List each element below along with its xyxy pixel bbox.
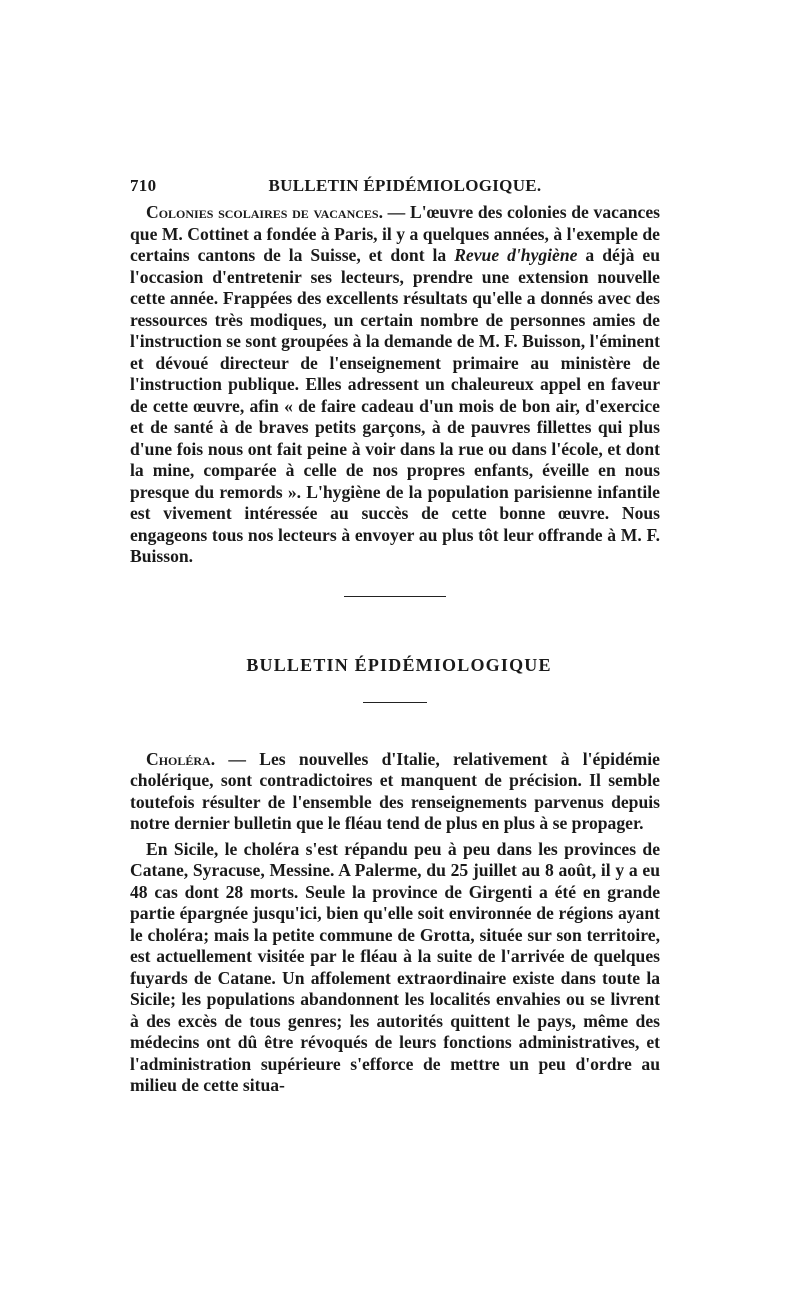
- cholera-lead: Choléra.: [146, 748, 216, 769]
- section-divider-rule: [344, 596, 446, 597]
- cholera-paragraph-2: En Sicile, le choléra s'est répandu peu à peu dans les provinces de Catane, Syracuse, Messine. A Palerme, du 25 juillet au 8 août, il y a eu 48 cas dont 28 morts. Seule la province de Girgenti a été en grande partie épargnée jusqu'ici, bien qu'elle soit environnée de régions ayant le choléra; mais la petite commune de Grotta, située sur son territoire, est actuellement visitée par le fléau à la suite de l'arrivée de quelques fuyards de Catane. Un affolement extraordinaire existe dans toute la Sicile; les populations abandonnent les localités envahies ou se livrent à des excès de tous genres; les autorités quittent le pays, même des médecins ont dû être révoqués de leurs fonctions administratives, et l'administration supérieure s'efforce de mettre un peu d'ordre au milieu de cette situa-: [130, 838, 660, 1095]
- cholera-paragraph-1: [130, 749, 660, 835]
- colonies-paragraph: [130, 202, 660, 568]
- cholera-text-1: — Les nouvelles d'Italie, relativement à l'épidémie cholérique, sont contradictoires et manquent de précision. Il semble toutefois résulter de l'ensemble des renseignements parvenus depuis notre dernier bulletin que le fléau tend de plus en plus à se propager.: [130, 748, 660, 833]
- colonies-text-part-2: a déjà eu l'occasion d'entretenir ses lecteurs, prendre une extension nouvelle cette année. Frappées des excellents résultats qu'elle a donnés avec des ressources très modiques, un certain nombre de personnes amies de l'instruction se sont groupées à la demande de M. F. Buisson, l'éminent et dévoué directeur de l'enseignement primaire au ministère de l'instruction publique. Elles adressent un chaleureux appel en faveur de cette œuvre, afin « de faire cadeau d'un mois de bon air, d'exercice et de santé à de braves petits garçons, à de pauvres fillettes qui plus d'une fois nous ont fait peine à voir dans la rue ou dans l'école, et dont la mine, comparée à celle de nos propres enfants, éveille en nous presque du remords ». L'hygiène de la population parisienne infantile est vivement intéressée au succès de cette bonne œuvre. Nous engageons tous nos lecteurs à envoyer au plus tôt leur offrande à M. F. Buisson.: [130, 245, 660, 566]
- colonies-text-part-1: — L'œuvre des colonies de vacances que M. Cottinet a fondée à Paris, il y a quelques années, à l'exemple de certains cantons de la Suisse, et dont la: [130, 202, 660, 265]
- section-title: BULLETIN ÉPIDÉMIOLOGIQUE: [246, 654, 552, 675]
- running-header: 710 BULLETIN ÉPIDÉMIOLOGIQUE.: [130, 176, 660, 202]
- title-underline-rule: [363, 702, 427, 703]
- revue-hygiene-title: Revue d'hygiène: [454, 245, 578, 265]
- running-title: BULLETIN ÉPIDÉMIOLOGIQUE.: [268, 176, 542, 195]
- colonies-lead: Colonies scolaires de vacances.: [146, 202, 383, 222]
- document-page: [130, 176, 660, 1097]
